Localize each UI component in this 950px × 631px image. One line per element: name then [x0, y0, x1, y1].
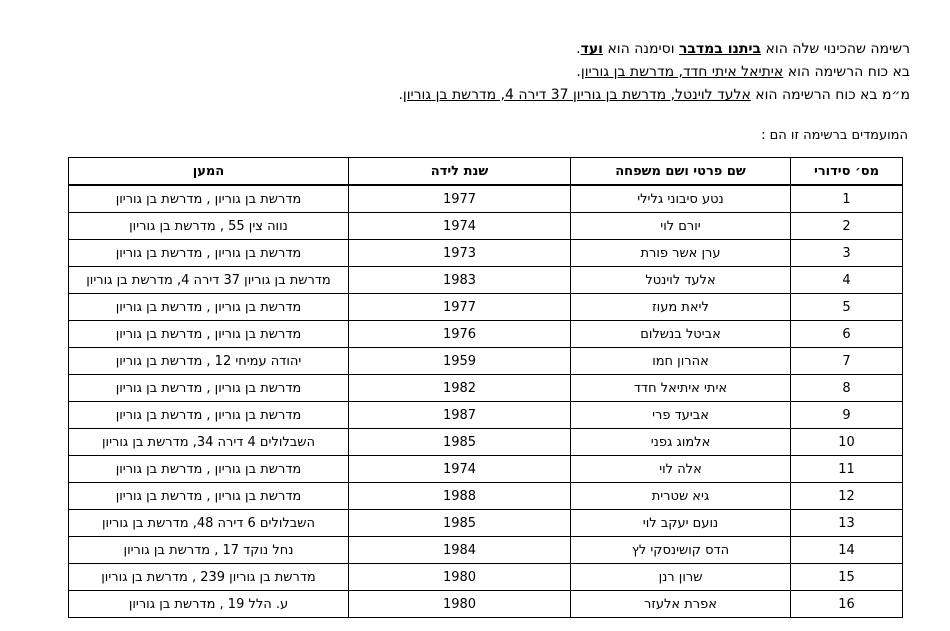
cell-name: ליאת מעוז — [571, 294, 791, 321]
representative-prefix: בא כוח הרשימה הוא — [783, 64, 910, 80]
cell-address: מדרשת בן גוריון , מדרשת בן גוריון — [69, 185, 349, 213]
cell-name: אלמוג גפני — [571, 429, 791, 456]
cell-address: מדרשת בן גוריון , מדרשת בן גוריון — [69, 375, 349, 402]
cell-serial: 7 — [791, 348, 903, 375]
header-year: שנת לידה — [349, 158, 571, 186]
cell-serial: 4 — [791, 267, 903, 294]
cell-serial: 12 — [791, 483, 903, 510]
cell-serial: 16 — [791, 591, 903, 618]
cell-serial: 14 — [791, 537, 903, 564]
representative-name: איתיאל איתי חדד, מדרשת בן גוריון — [580, 64, 784, 80]
table-row — [69, 537, 903, 564]
table-row — [69, 456, 903, 483]
header-serial: מס׳ סידורי — [791, 158, 903, 186]
table-row — [69, 213, 903, 240]
cell-serial: 2 — [791, 213, 903, 240]
cell-serial: 3 — [791, 240, 903, 267]
representative-line-end: . — [576, 64, 581, 80]
table-row — [69, 185, 903, 213]
deputy-name: אלעד לוינטל, מדרשת בן גוריון 37 דירה 4, מדרשת בן גוריון — [402, 87, 751, 103]
table-row — [69, 564, 903, 591]
table-row — [69, 348, 903, 375]
table-row — [69, 429, 903, 456]
cell-year: 1977 — [349, 294, 571, 321]
cell-name: אפרת אלעזר — [571, 591, 791, 618]
cell-address: נחל נוקד 17 , מדרשת בן גוריון — [69, 537, 349, 564]
cell-address: השבלולים 4 דירה 34, מדרשת בן גוריון — [69, 429, 349, 456]
list-symbol-prefix: וסימנה הוא — [603, 41, 679, 57]
cell-name: נועם יעקב לוי — [571, 510, 791, 537]
cell-year: 1980 — [349, 564, 571, 591]
cell-name: הדס קושינסקי לץ — [571, 537, 791, 564]
cell-address: מדרשת בן גוריון , מדרשת בן גוריון — [69, 240, 349, 267]
cell-serial: 9 — [791, 402, 903, 429]
cell-address: ע. הלל 19 , מדרשת בן גוריון — [69, 591, 349, 618]
cell-address: מדרשת בן גוריון 37 דירה 4, מדרשת בן גוריון — [69, 267, 349, 294]
table-row — [69, 294, 903, 321]
cell-year: 1988 — [349, 483, 571, 510]
cell-address: יהודה עמיחי 12 , מדרשת בן גוריון — [69, 348, 349, 375]
table-row — [69, 267, 903, 294]
cell-name: איתי איתיאל חדד — [571, 375, 791, 402]
cell-year: 1977 — [349, 185, 571, 213]
list-name-line — [30, 38, 910, 61]
table-row — [69, 591, 903, 618]
cell-address: מדרשת בן גוריון 239 , מדרשת בן גוריון — [69, 564, 349, 591]
cell-serial: 8 — [791, 375, 903, 402]
cell-serial: 13 — [791, 510, 903, 537]
cell-year: 1973 — [349, 240, 571, 267]
cell-name: יורם לוי — [571, 213, 791, 240]
cell-name: ערן אשר פורת — [571, 240, 791, 267]
candidates-table — [68, 157, 903, 618]
table-row — [69, 321, 903, 348]
representative-line — [30, 61, 910, 84]
cell-serial: 1 — [791, 185, 903, 213]
cell-serial: 15 — [791, 564, 903, 591]
table-row — [69, 483, 903, 510]
deputy-line — [30, 84, 910, 107]
cell-serial: 10 — [791, 429, 903, 456]
cell-year: 1987 — [349, 402, 571, 429]
cell-year: 1974 — [349, 456, 571, 483]
cell-address: מדרשת בן גוריון , מדרשת בן גוריון — [69, 321, 349, 348]
candidates-intro: המועמדים ברשימה זו הם : — [761, 128, 908, 143]
cell-address: נווה צין 55 , מדרשת בן גוריון — [69, 213, 349, 240]
cell-year: 1974 — [349, 213, 571, 240]
cell-name: נטע סיבוני גלילי — [571, 185, 791, 213]
cell-serial: 11 — [791, 456, 903, 483]
list-name: ביתנו במדבר — [678, 41, 762, 57]
list-header — [30, 38, 910, 107]
cell-name: אלעד לוינטל — [571, 267, 791, 294]
cell-address: מדרשת בן גוריון , מדרשת בן גוריון — [69, 456, 349, 483]
header-address: המען — [69, 158, 349, 186]
table-header-row — [69, 158, 903, 186]
cell-name: אהרון חמו — [571, 348, 791, 375]
cell-name: גיא שטרית — [571, 483, 791, 510]
cell-name: אלה לוי — [571, 456, 791, 483]
list-name-prefix: רשימה שהכינוי שלה הוא — [761, 41, 910, 57]
cell-year: 1983 — [349, 267, 571, 294]
cell-year: 1982 — [349, 375, 571, 402]
cell-serial: 6 — [791, 321, 903, 348]
deputy-prefix: מ״מ בא כוח הרשימה הוא — [750, 87, 910, 103]
cell-year: 1976 — [349, 321, 571, 348]
cell-address: מדרשת בן גוריון , מדרשת בן גוריון — [69, 402, 349, 429]
cell-name: אביטל בנשלום — [571, 321, 791, 348]
deputy-line-end: . — [398, 87, 403, 103]
cell-year: 1980 — [349, 591, 571, 618]
cell-year: 1985 — [349, 510, 571, 537]
cell-address: מדרשת בן גוריון , מדרשת בן גוריון — [69, 483, 349, 510]
table-row — [69, 240, 903, 267]
cell-serial: 5 — [791, 294, 903, 321]
header-name: שם פרטי ושם משפחה — [571, 158, 791, 186]
cell-name: אביעד פרי — [571, 402, 791, 429]
cell-year: 1985 — [349, 429, 571, 456]
cell-year: 1984 — [349, 537, 571, 564]
cell-address: מדרשת בן גוריון , מדרשת בן גוריון — [69, 294, 349, 321]
list-name-line-end: . — [576, 41, 581, 57]
list-symbol: ועד — [580, 41, 603, 57]
cell-year: 1959 — [349, 348, 571, 375]
cell-name: שרון רנן — [571, 564, 791, 591]
table-row — [69, 375, 903, 402]
table-row — [69, 510, 903, 537]
cell-address: השבלולים 6 דירה 48, מדרשת בן גוריון — [69, 510, 349, 537]
table-row — [69, 402, 903, 429]
